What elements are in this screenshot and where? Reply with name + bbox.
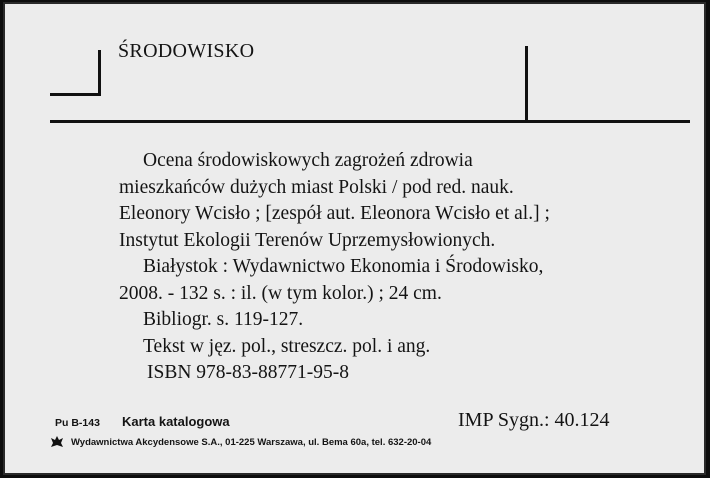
heading-rule xyxy=(50,120,690,123)
corner-mark-horizontal xyxy=(50,93,101,96)
call-number: IMP Sygn.: 40.124 xyxy=(458,409,610,431)
description-line: Tekst w jęz. pol., streszcz. pol. i ang. xyxy=(143,335,431,357)
description-line: Instytut Ekologii Terenów Uprzemysłowionych. xyxy=(119,229,496,251)
subject-heading: ŚRODOWISKO xyxy=(118,40,255,62)
bibliographic-description xyxy=(119,148,679,387)
form-code: Pu B-143 xyxy=(55,417,100,429)
description-line: Eleonory Wcisło ; [zespół aut. Eleonora Wcisło et al.] ; xyxy=(119,203,550,224)
description-line: Białystok : Wydawnictwo Ekonomia i Środowisko, xyxy=(143,256,544,277)
heading-right-divider xyxy=(525,46,528,122)
description-line: mieszkańców dużych miast Polski / pod red. nauk. xyxy=(119,176,514,198)
publisher-logo-icon xyxy=(50,435,64,449)
description-line: Ocena środowiskowych zagrożeń zdrowia xyxy=(143,150,473,171)
description-line: Bibliogr. s. 119-127. xyxy=(143,309,304,330)
description-line: 2008. - 132 s. : il. (w tym kolor.) ; 24 cm. xyxy=(119,282,442,304)
corner-mark-vertical xyxy=(98,50,101,96)
description-line: ISBN 978-83-88771-95-8 xyxy=(147,362,350,383)
catalog-card xyxy=(3,2,706,475)
form-title: Karta katalogowa xyxy=(122,414,230,429)
publisher-imprint: Wydawnictwa Akcydensowe S.A., 01-225 Warszawa, ul. Bema 60a, tel. 632-20-04 xyxy=(71,437,432,448)
